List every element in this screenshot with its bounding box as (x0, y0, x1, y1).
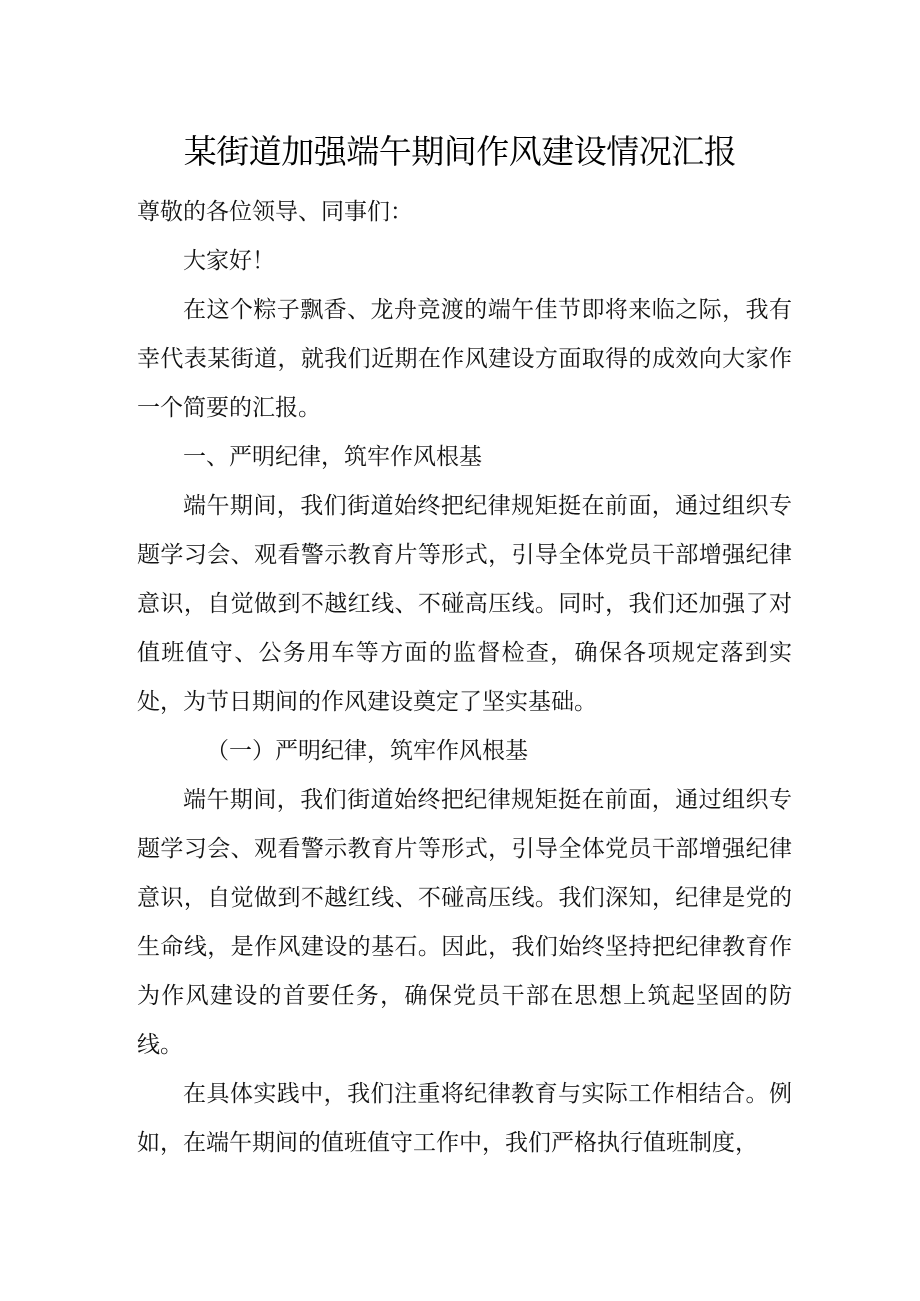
document-title: 某街道加强端午期间作风建设情况汇报 (183, 132, 737, 171)
intro-paragraph: 在这个粽子飘香、龙舟竞渡的端午佳节即将来临之际，我有幸代表某街道，就我们近期在作风建设方面取得的成效向大家作一个简要的汇报。 (137, 297, 792, 421)
section-heading: 一、严明纪律，筑牢作风根基 (183, 444, 482, 470)
subsection-paragraph: 端午期间，我们街道始终把纪律规矩挺在前面，通过组织专题学习会、观看警示教育片等形式，引导全体党员干部增强纪律意识，自觉做到不越红线、不碰高压线。我们深知，纪律是党的生命线，是作风建设的基石。因此，我们始终坚持把纪律教育作为作风建设的首要任务，确保党员干部在思想上筑起坚固的防线。 (137, 787, 792, 1058)
document-body (137, 188, 792, 1168)
subsection-heading: （一）严明纪律，筑牢作风根基 (206, 738, 528, 764)
greeting: 大家好！ (183, 248, 275, 274)
section-paragraph: 端午期间，我们街道始终把纪律规矩挺在前面，通过组织专题学习会、观看警示教育片等形式，引导全体党员干部增强纪律意识，自觉做到不越红线、不碰高压线。同时，我们还加强了对值班值守、公务用车等方面的监督检查，确保各项规定落到实处，为节日期间的作风建设奠定了坚实基础。 (137, 493, 792, 715)
practice-paragraph: 在具体实践中，我们注重将纪律教育与实际工作相结合。例如，在端午期间的值班值守工作中，我们严格执行值班制度， (137, 1081, 792, 1156)
salutation: 尊敬的各位领导、同事们： (137, 199, 413, 225)
